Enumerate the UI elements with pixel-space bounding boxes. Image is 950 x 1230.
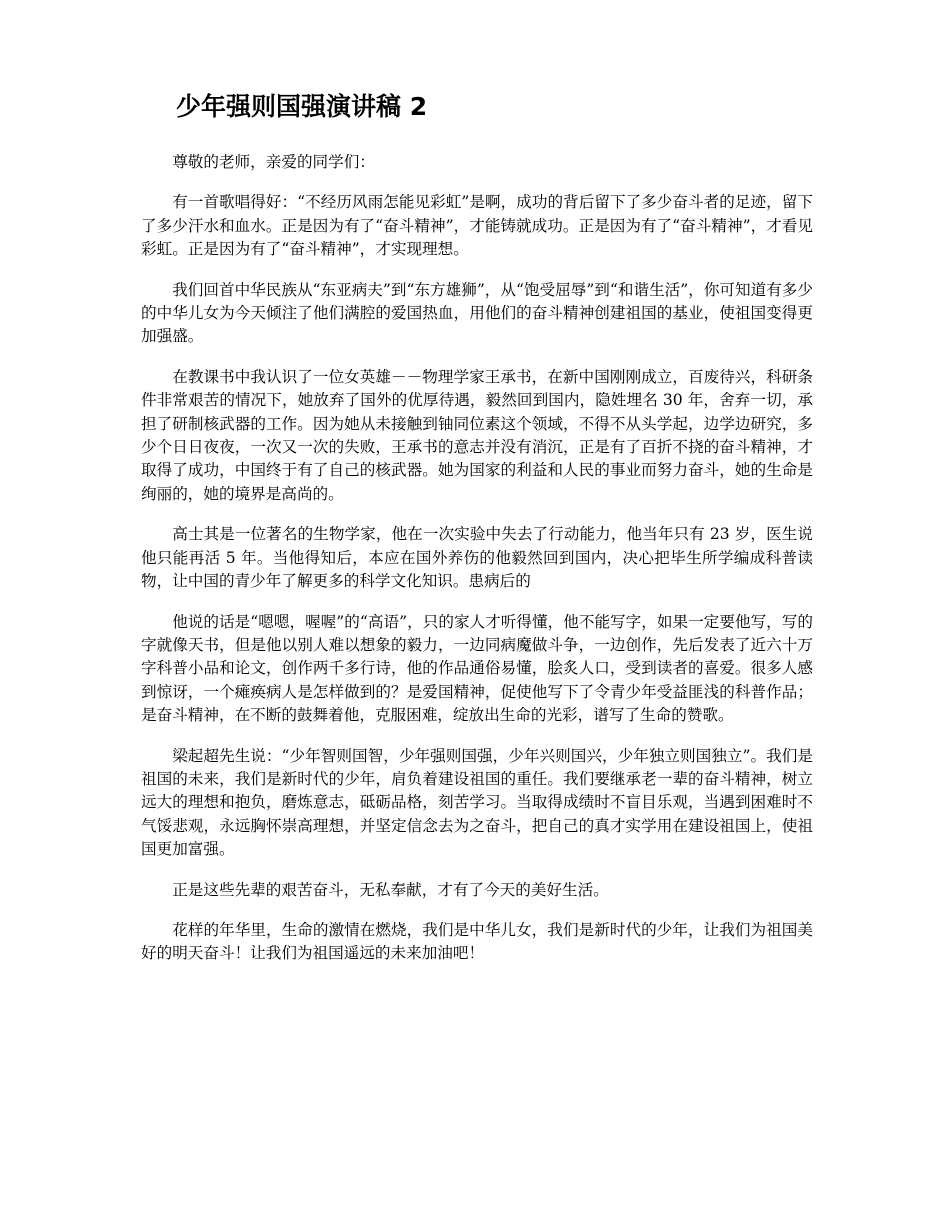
paragraph-wang-chengshu: 在教课书中我认识了一位女英雄－－物理学家王承书，在新中国刚刚成立，百废待兴，科研条件非常艰苦的情况下，她放弃了国外的优厚待遇，毅然回到国内，隐姓埋名 30 年，舍弃一切，承担了研制核武器的工作。因为她从未接触到铀同位素这个领域，不得不从头学起，边学边研究，多少个日日夜夜，一次又一次的失败，王承书的意志并没有消沉，正是有了百折不挠的奋斗精神，才取得了成功，中国终于有了自己的核武器。她为国家的利益和人民的事业而努力奋斗，她的生命是绚丽的，她的境界是高尚的。 <box>141 367 813 503</box>
paragraph-predecessors: 正是这些先辈的艰苦奋斗，无私奉献，才有了今天的美好生活。 <box>172 880 609 899</box>
paragraph-salutation: 尊敬的老师，亲爱的同学们： <box>172 153 375 171</box>
paragraph-gao-shiqi-continued: 他说的话是“嗯嗯，喔喔”的“高语”，只的家人才听得懂，他不能写字，如果一定要他写，写的字就像天书，但是他以别人难以想象的毅力，一边同病魔做斗争，一边创作，先后发表了近六十万字科普小品和论文，创作两千多行诗，他的作品通俗易懂，脍炙人口，受到读者的喜爱。很多人感到惊讶，一个瘫痪病人是怎样做到的？是爱国精神，促使他写下了令青少年受益匪浅的科普作品；是奋斗精神，在不断的鼓舞着他，克服困难，绽放出生命的光彩，谱写了生命的赞歌。 <box>141 612 813 725</box>
paragraph-gao-shiqi: 高士其是一位著名的生物学家，他在一次实验中失去了行动能力，他当年只有 23 岁，医生说他只能再活 5 年。当他得知后，本应在国外养伤的他毅然回到国内，决心把毕生所学编成科普读物，让中国的青少年了解更多的科学文化知识。患病后的 <box>141 525 813 591</box>
paragraph-rainbow-song: 有一首歌唱得好：“不经历风雨怎能见彩虹”是啊，成功的背后留下了多少奋斗者的足迹，留下了多少汗水和血水。正是因为有了“奋斗精神”，才能铸就成功。正是因为有了“奋斗精神”，才看见彩虹。正是因为有了“奋斗精神”，才实现理想。 <box>141 193 813 259</box>
document-title: 少年强则国强演讲稿 2 <box>176 92 428 121</box>
document-body <box>141 151 813 983</box>
paragraph-closing: 花样的年华里，生命的激情在燃烧，我们是中华儿女，我们是新时代的少年，让我们为祖国美好的明天奋斗！让我们为祖国遥远的未来加油吧！ <box>141 920 813 963</box>
paragraph-liang-qichao: 梁起超先生说：“少年智则国智，少年强则国强，少年兴则国兴，少年独立则国独立”。我们是祖国的未来，我们是新时代的少年，肩负着建设祖国的重任。我们要继承老一辈的奋斗精神，树立远大的理想和抱负，磨炼意志，砥砺品格，刻苦学习。当取得成绩时不盲目乐观，当遇到困难时不气馁悲观，永远胸怀崇高理想，并坚定信念去为之奋斗，把自己的真才实学用在建设祖国上，使祖国更加富强。 <box>141 746 813 859</box>
paragraph-national-history: 我们回首中华民族从“东亚病夫”到“东方雄狮”，从“饱受屈辱”到“和谐生活”，你可知道有多少的中华儿女为今天倾注了他们满腔的爱国热血，用他们的奋斗精神创建祖国的基业，使祖国变得更加强盛。 <box>141 280 813 346</box>
